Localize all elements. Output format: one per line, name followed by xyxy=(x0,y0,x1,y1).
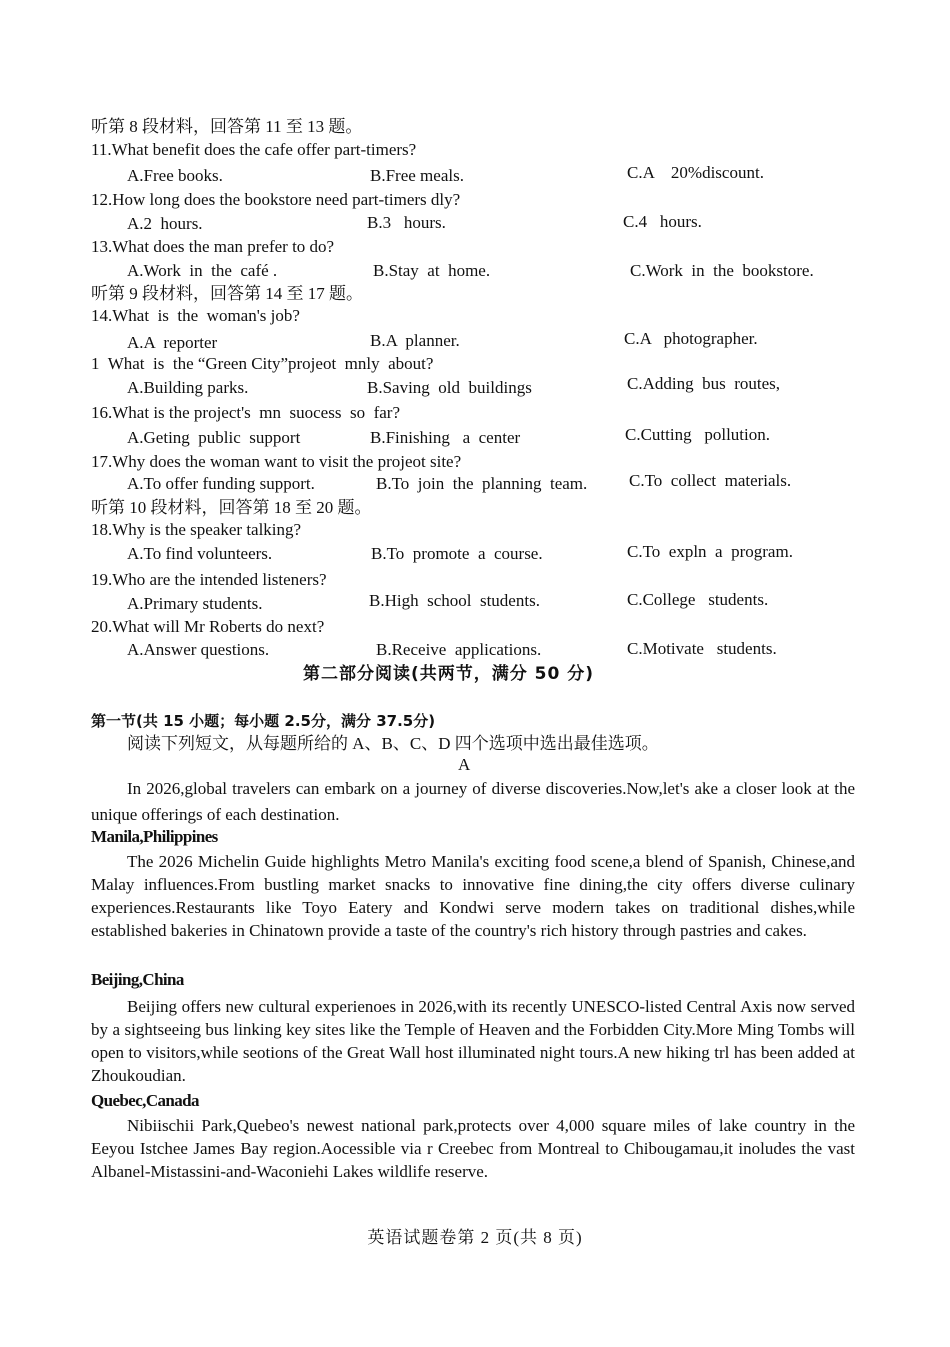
question-19-option-a: A.Primary students. xyxy=(127,594,263,613)
question-14-stem: 14.What is the woman's job? xyxy=(91,306,300,325)
question-15-option-a: A.Building parks. xyxy=(127,378,249,397)
question-11-option-a: A.Free books. xyxy=(127,166,223,185)
question-11-stem: 11.What benefit does the cafe offer part-timers? xyxy=(91,140,417,159)
question-11-option-b: B.Free meals. xyxy=(370,166,464,185)
question-14-option-c: C.A photographer. xyxy=(624,329,758,348)
question-20-option-c: C.Motivate students. xyxy=(627,639,777,658)
question-15-option-c: C.Adding bus routes, xyxy=(627,374,780,393)
section-one-title: 第一节(共 15 小题；每小题 2.5分，满分 37.5分) xyxy=(91,712,436,730)
question-16-option-a: A.Geting public support xyxy=(127,428,301,447)
question-19-stem: 19.Who are the intended listeners? xyxy=(91,570,327,589)
question-12-option-a: A.2 hours. xyxy=(127,214,203,233)
passage-label: A xyxy=(458,755,471,774)
question-17-option-c: C.To collect materials. xyxy=(629,471,792,490)
question-16-option-b: B.Finishing a center xyxy=(370,428,521,447)
manila-paragraph: The 2026 Michelin Guide highlights Metro Manila's exciting food scene,a blend of Spanish, Chinese,and Malay influences.From bustling market snacks to innovative fine dining,the city offers diverse culinary experiences.Restaurants like Toyo Eatery and Kondwi serve modern takes on traditional dishes,while established bakeries in Chinatown provide a taste of the country's rich history through pastries and cakes. xyxy=(91,852,855,940)
question-14-option-a: A.A reporter xyxy=(127,333,218,352)
question-18-option-a: A.To find volunteers. xyxy=(127,544,273,563)
question-12-option-c: C.4 hours. xyxy=(623,212,702,231)
question-18-stem: 18.Why is the speaker talking? xyxy=(91,520,302,539)
question-12-stem: 12.How long does the bookstore need part-timers dly? xyxy=(91,190,461,209)
part-two-title: 第二部分阅读(共两节，满分 50 分) xyxy=(303,664,595,684)
question-18-option-c: C.To expln a program. xyxy=(627,542,793,561)
question-11-option-c: C.A 20%discount. xyxy=(627,163,764,182)
beijing-paragraph: Beijing offers new cultural experienoes in 2026,with its recently UNESCO-listed Central Axis now served by a sightseeing bus linking key sites like the Temple of Heaven and the Forbidden City.More Ming Tombs will open to visitors,while seotions of the Great Wall host illuminated night tours.A new hiking trl has been added at Zhoukoudian. xyxy=(91,997,855,1085)
section-10-intro: 听第 10 段材料，回答第 18 至 20 题。 xyxy=(91,498,372,517)
question-20-stem: 20.What will Mr Roberts do next? xyxy=(91,617,325,636)
quebec-heading: Quebec,Canada xyxy=(91,1091,199,1110)
quebec-paragraph: Nibiischii Park,Quebeo's newest national park,protects over 4,000 square miles of lake country in the Eeyou Istchee James Bay region.Aocessible via r Creebec from Montreal to Chibougamau,it inoludes the vast Albanel-Mistassini-and-Waconiehi Lakes wildlife reserve. xyxy=(91,1116,855,1181)
manila-heading: Manila,Philippines xyxy=(91,827,218,846)
question-15-stem: 1 What is the “Green City”projeot mnly about? xyxy=(91,354,434,373)
reading-instruction: 阅读下列短文，从每题所给的 A、B、C、D 四个选项中选出最佳选项。 xyxy=(127,734,659,753)
question-20-option-a: A.Answer questions. xyxy=(127,640,270,659)
question-19-option-b: B.High school students. xyxy=(369,591,540,610)
question-15-option-b: B.Saving old buildings xyxy=(367,378,532,397)
question-17-option-b: B.To join the planning team. xyxy=(376,474,588,493)
question-12-option-b: B.3 hours. xyxy=(367,213,446,232)
question-18-option-b: B.To promote a course. xyxy=(371,544,543,563)
question-13-option-a: A.Work in the café . xyxy=(127,261,278,280)
question-20-option-b: B.Receive applications. xyxy=(376,640,542,659)
question-19-option-c: C.College students. xyxy=(627,590,769,609)
passage-intro: In 2026,global travelers can embark on a journey of diverse discoveries.Now,let's ake a closer look at the unique offerings of each destination. xyxy=(91,779,855,824)
question-16-option-c: C.Cutting pollution. xyxy=(625,425,770,444)
question-14-option-b: B.A planner. xyxy=(370,331,460,350)
beijing-heading: Beijing,China xyxy=(91,970,184,989)
question-17-stem: 17.Why does the woman want to visit the projeot site? xyxy=(91,452,462,471)
question-16-stem: 16.What is the project's mn suocess so far? xyxy=(91,403,400,422)
question-13-option-c: C.Work in the bookstore. xyxy=(630,261,814,280)
question-17-option-a: A.To offer funding support. xyxy=(127,474,315,493)
section-9-intro: 听第 9 段材料，回答第 14 至 17 题。 xyxy=(91,284,363,303)
page-footer: 英语试题卷第 2 页(共 8 页) xyxy=(367,1228,583,1247)
question-13-stem: 13.What does the man prefer to do? xyxy=(91,237,335,256)
question-13-option-b: B.Stay at home. xyxy=(373,261,491,280)
section-8-intro: 听第 8 段材料，回答第 11 至 13 题。 xyxy=(91,117,363,136)
